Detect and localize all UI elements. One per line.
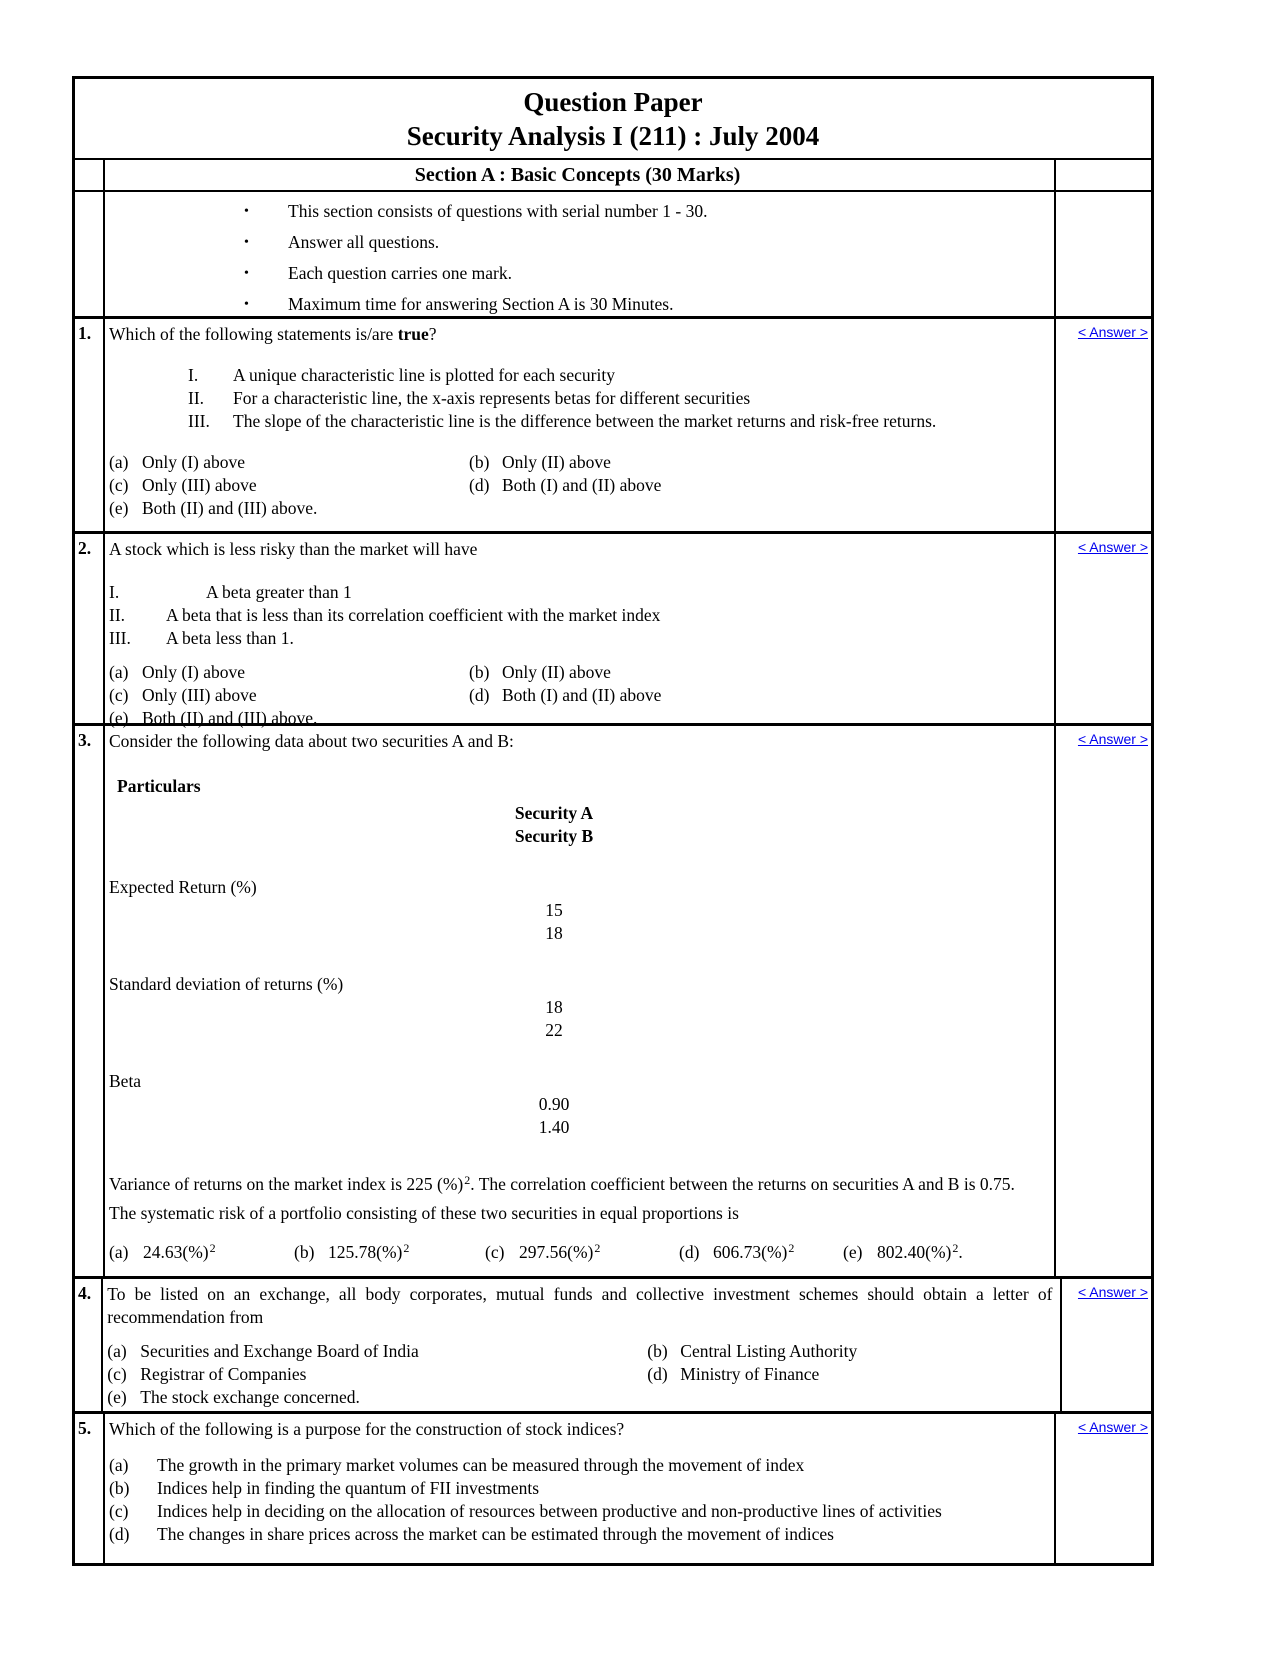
question-number: 5.: [75, 1414, 105, 1563]
instructions-row: [75, 190, 1151, 316]
question-text: Consider the following data about two securities A and B:: [109, 731, 514, 751]
option-e: (e) Both (II) and (III) above.: [109, 498, 318, 518]
instructions-answer-cell: [1054, 192, 1151, 316]
roman-item: II. A beta that is less than its correlation coefficient with the market index: [109, 605, 661, 625]
security-a-value: 0.90: [538, 1094, 570, 1114]
answer-link[interactable]: < Answer >: [1077, 324, 1148, 340]
answer-link[interactable]: < Answer >: [1077, 539, 1148, 555]
question-number: 2.: [75, 534, 105, 723]
option-d: (d) 606.73(%)$^2$: [679, 1241, 795, 1262]
roman-list: [188, 364, 1046, 433]
answer-link[interactable]: < Answer >: [1077, 731, 1148, 747]
question-text: A stock which is less risky than the market will have: [109, 539, 478, 559]
option-d: (d) Ministry of Finance: [647, 1364, 820, 1384]
answer-cell: [1054, 319, 1151, 531]
bullet-icon: •: [244, 297, 249, 312]
options: [109, 1454, 1046, 1546]
row-label: Expected Return (%): [109, 877, 257, 897]
question-content: [105, 726, 1054, 1276]
security-b-value: 1.40: [538, 1117, 570, 1137]
page-subtitle: Security Analysis I (211) : July 2004: [406, 121, 820, 151]
question-row-1: [75, 316, 1151, 531]
option-b: (b) 125.78(%)$^2$: [294, 1241, 410, 1262]
question-row-5: [75, 1411, 1151, 1563]
roman-list: [109, 581, 1046, 650]
option-row: [109, 474, 1046, 497]
option-a: (a) Only (I) above: [109, 452, 246, 472]
option-b: (b) Only (II) above: [469, 452, 611, 472]
options: [109, 451, 1046, 520]
question-text: To be listed on an exchange, all body corporates, mutual funds and collective investment schemes should obtain a letter of recommendation from: [107, 1284, 1053, 1327]
instruction-item: [244, 231, 1046, 254]
options: [109, 661, 1046, 730]
question-text: Which of the following is a purpose for the construction of stock indices?: [109, 1419, 625, 1439]
question-content: [105, 1414, 1054, 1563]
data-row: [109, 973, 1046, 1042]
roman-item: I. A beta greater than 1: [109, 582, 352, 602]
question-content: [105, 319, 1054, 531]
option-a: (a) Only (I) above: [109, 662, 246, 682]
security-b-value: 18: [545, 923, 563, 943]
option-e: (e) Both (II) and (III) above.: [109, 708, 318, 728]
answer-cell: [1054, 1414, 1151, 1563]
row-label: Beta: [109, 1071, 142, 1091]
option-c: (c) Registrar of Companies: [107, 1364, 307, 1384]
section-answer-cell: [1054, 160, 1151, 190]
roman-item: III. The slope of the characteristic line is the difference between the market returns and risk-free returns.: [188, 411, 937, 431]
security-a-value: 15: [545, 900, 563, 920]
option-c: (c) Indices help in deciding on the allocation of resources between productive and non-productive lines of activities: [109, 1501, 942, 1521]
option-c: (c) 297.56(%)$^2$: [485, 1241, 601, 1262]
question-row-3: [75, 723, 1151, 1276]
option-row: [107, 1363, 1052, 1386]
title-row: [75, 79, 1151, 158]
question-content: [103, 1279, 1060, 1411]
instruction-item: [244, 200, 1046, 223]
question-number: 1.: [75, 319, 105, 531]
bullet-icon: •: [244, 204, 249, 219]
option-a: (a) Securities and Exchange Board of India: [107, 1341, 419, 1361]
section-left-cell: [75, 160, 105, 190]
roman-item: III. A beta less than 1.: [109, 628, 294, 648]
option-row: [109, 661, 1046, 684]
option-d: (d) Both (I) and (II) above: [469, 685, 662, 705]
option-row: [107, 1340, 1052, 1363]
options: [109, 1241, 1046, 1264]
page-title: Question Paper: [523, 87, 703, 117]
option-b: (b) Only (II) above: [469, 662, 611, 682]
question-paper-table: [72, 76, 1154, 1566]
row-label: Standard deviation of returns (%): [109, 974, 344, 994]
option-e: (e) The stock exchange concerned.: [107, 1387, 360, 1407]
roman-item: I. A unique characteristic line is plotted for each security: [188, 365, 615, 385]
option-row: [107, 1386, 1052, 1409]
instructions-left-cell: [75, 192, 105, 316]
systematic-risk-note: The systematic risk of a portfolio consisting of these two securities in equal proportions is: [109, 1203, 739, 1223]
option-c: (c) Only (III) above: [109, 475, 257, 495]
option-d: (d) Both (I) and (II) above: [469, 475, 662, 495]
answer-link[interactable]: < Answer >: [1077, 1284, 1149, 1300]
variance-note: Variance of returns on the market index is 225 (%)$^2$. The correlation coefficient between the returns on securities A and B is 0.75.: [109, 1173, 1015, 1194]
instruction-item: [244, 262, 1046, 285]
bullet-icon: •: [244, 235, 249, 250]
bullet-icon: •: [244, 266, 249, 281]
securities-header: [109, 802, 1046, 848]
question-text: Which of the following statements is/are true?: [109, 324, 437, 344]
data-row: [109, 1070, 1046, 1139]
instruction-text: Maximum time for answering Section A is 30 Minutes.: [288, 294, 674, 314]
particulars-label: Particulars: [117, 776, 201, 796]
option-row: [109, 451, 1046, 474]
instruction-text: Answer all questions.: [288, 232, 440, 252]
question-row-2: [75, 531, 1151, 728]
answer-link[interactable]: < Answer >: [1077, 1419, 1148, 1435]
option-row: [109, 684, 1046, 707]
instructions-list: [105, 192, 1054, 316]
option-c: (c) Only (III) above: [109, 685, 257, 705]
answer-cell: [1054, 726, 1151, 1276]
section-header-row: [75, 158, 1151, 190]
option-b: (b) Central Listing Authority: [647, 1341, 858, 1361]
answer-cell: [1060, 1279, 1151, 1411]
option-a: (a) The growth in the primary market volumes can be measured through the movement of index: [109, 1455, 805, 1475]
option-d: (d) The changes in share prices across the market can be estimated through the movement of indices: [109, 1524, 834, 1544]
question-number: 4.: [75, 1279, 103, 1411]
option-row: [109, 497, 1046, 520]
data-row: [109, 876, 1046, 945]
security-a-label: Security A: [514, 803, 594, 823]
answer-cell: [1054, 534, 1151, 723]
section-title: Section A : Basic Concepts (30 Marks): [414, 164, 741, 186]
instruction-text: This section consists of questions with serial number 1 - 30.: [288, 201, 708, 221]
instruction-text: Each question carries one mark.: [288, 263, 513, 283]
security-a-value: 18: [545, 997, 563, 1017]
roman-item: II. For a characteristic line, the x-axis represents betas for different securities: [188, 388, 751, 408]
security-b-label: Security B: [514, 826, 594, 846]
option-b: (b) Indices help in finding the quantum of FII investments: [109, 1478, 540, 1498]
option-e: (e) 802.40(%)$^2$.: [843, 1241, 963, 1262]
question-content: [105, 534, 1054, 728]
question-number: 3.: [75, 726, 105, 1276]
instruction-item: [244, 293, 1046, 316]
option-a: (a) 24.63(%)$^2$: [109, 1241, 216, 1262]
question-row-4: [75, 1276, 1151, 1411]
security-b-value: 22: [545, 1020, 563, 1040]
options: [107, 1340, 1052, 1409]
